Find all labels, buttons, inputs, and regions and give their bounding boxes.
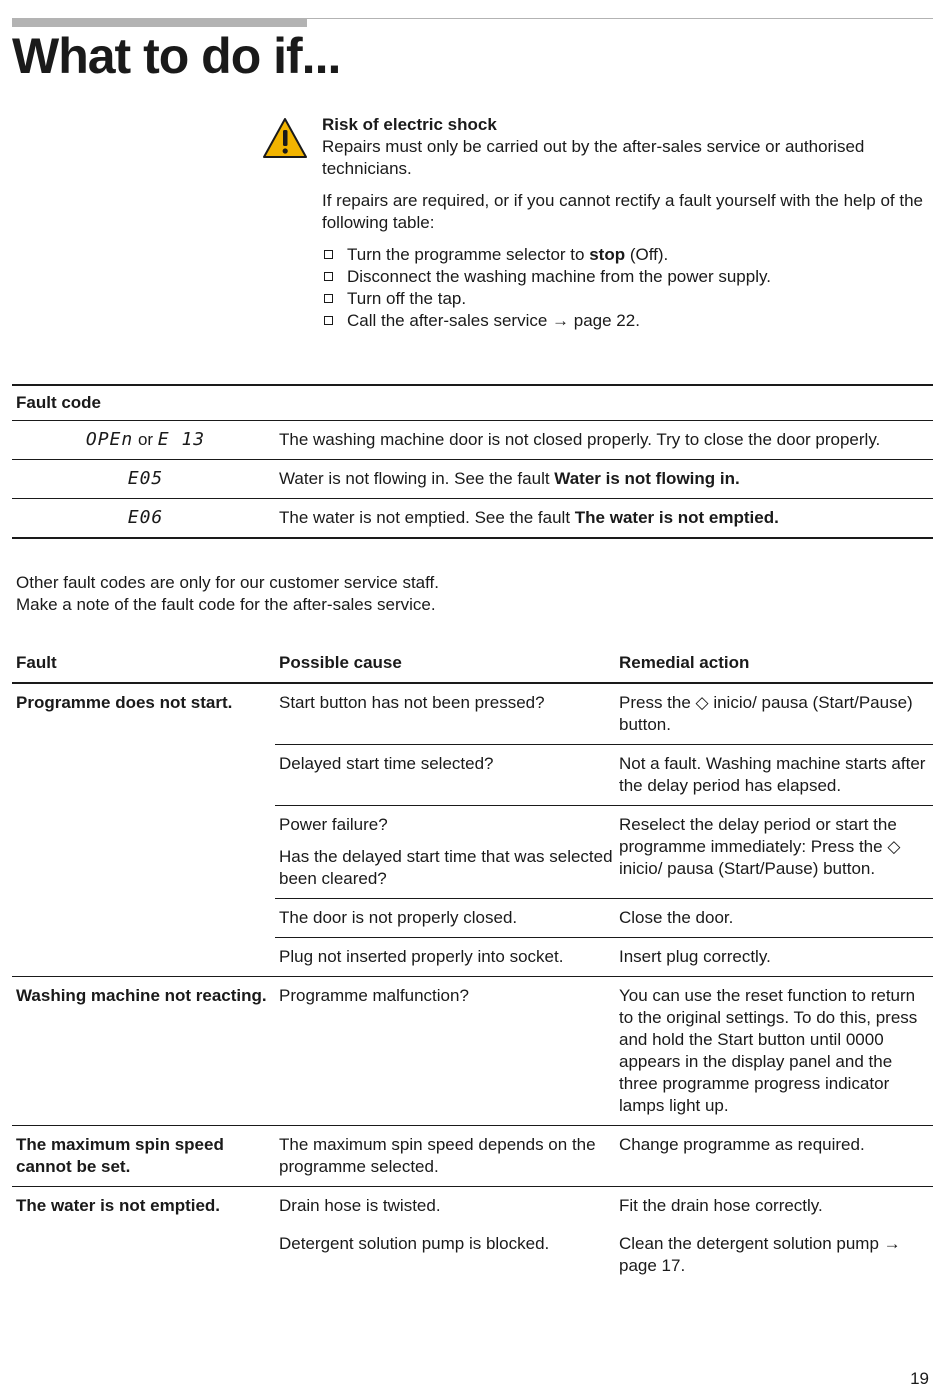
warning-text: Repairs must only be carried out by the after-sales service or authorised technicians.: [322, 137, 865, 178]
fault-action: Press the ◇ inicio/ pausa (Start/Pause) button.: [619, 693, 913, 734]
cause-text: Start button has not been pressed?: [279, 693, 545, 712]
fault-code-alt: E 13: [157, 429, 206, 450]
cause-text: The maximum spin speed depends on the programme selected.: [279, 1135, 596, 1176]
fault-cause: [275, 745, 615, 806]
fault-name: [12, 899, 275, 938]
warning-steps: [322, 244, 932, 332]
step-text-post: (Off).: [625, 245, 669, 264]
cause-text: Plug not inserted properly into socket.: [279, 947, 564, 966]
fault-action: Clean the detergent solution pump → page 17.: [619, 1234, 901, 1275]
desc-text: The washing machine door is not closed properly. Try to close the door properly.: [279, 430, 881, 449]
cause-text: Detergent solution pump is blocked.: [279, 1234, 550, 1253]
fault-row: [12, 938, 933, 977]
fault-code-header: Fault code: [12, 385, 933, 421]
fault-name: [12, 745, 275, 806]
fault-table: [12, 650, 933, 1285]
fault-name: Programme does not start.: [16, 693, 233, 712]
fault-row: [12, 1225, 933, 1285]
fault-table-header: [12, 650, 933, 683]
warning-step: [322, 244, 932, 266]
fault-code-table: [12, 384, 933, 539]
fault-action: Not a fault. Washing machine starts after the delay period has elapsed.: [615, 745, 933, 806]
fault-code-cell: [12, 499, 275, 539]
desc-bold: The water is not emptied.: [574, 508, 779, 527]
cause-text: The door is not properly closed.: [279, 908, 518, 927]
cause-text: Power failure?: [279, 815, 388, 834]
fault-action: Insert plug correctly.: [615, 938, 933, 977]
fault-name: The maximum spin speed cannot be set.: [12, 1126, 275, 1187]
fault-name: Washing machine not reacting.: [12, 977, 275, 1126]
fault-name: [12, 806, 275, 899]
fault-name: [12, 1225, 275, 1285]
fault-code: E05: [127, 468, 164, 489]
fault-code-row: [12, 421, 933, 460]
fault-row: [12, 1126, 933, 1187]
step-bold: stop: [589, 245, 626, 264]
col-header-action: Remedial action: [615, 650, 933, 683]
fault-row: [12, 806, 933, 899]
page-title: What to do if...: [12, 28, 341, 84]
col-header-fault: Fault: [12, 650, 275, 683]
col-header-cause: Possible cause: [275, 650, 615, 683]
fault-code: OPEn: [85, 429, 134, 450]
fault-action: Close the door.: [615, 899, 933, 938]
fault-row: [12, 1187, 933, 1226]
fault-row: [12, 899, 933, 938]
fault-code-desc: [275, 460, 933, 499]
fault-cause: [275, 1187, 615, 1226]
fault-code-cell: [12, 421, 275, 460]
page-number: 19: [910, 1369, 929, 1388]
fault-row: [12, 683, 933, 745]
note-line: Other fault codes are only for our customer service staff.: [16, 573, 439, 592]
fault-action: Fit the drain hose correctly.: [615, 1187, 933, 1226]
warning-intro: If repairs are required, or if you cannot rectify a fault yourself with the help of the following table:: [322, 191, 923, 232]
fault-cause: [275, 1126, 615, 1187]
warning-step: [322, 266, 932, 288]
checkbox-icon: [324, 294, 333, 303]
fault-code-row: [12, 499, 933, 539]
fault-action: Change programme as required.: [615, 1126, 933, 1187]
cause-text: Delayed start time selected?: [279, 754, 494, 773]
note-line: Make a note of the fault code for the after-sales service.: [16, 595, 436, 614]
step-text: Call the after-sales service → page 22.: [347, 311, 640, 330]
warning-step: [322, 310, 932, 332]
checkbox-icon: [324, 272, 333, 281]
warning-icon: [262, 116, 308, 160]
fault-row: [12, 745, 933, 806]
checkbox-icon: [324, 316, 333, 325]
fault-name: [12, 938, 275, 977]
fault-cause: [275, 938, 615, 977]
step-text: Turn off the tap.: [347, 289, 467, 308]
fault-name: The water is not emptied.: [12, 1187, 275, 1226]
warning-heading: Risk of electric shock: [322, 115, 497, 134]
fault-code-joiner: or: [133, 430, 158, 449]
fault-code-desc: [275, 421, 933, 460]
fault-code-note: [16, 572, 916, 616]
warning-block: [322, 114, 932, 332]
warning-step: [322, 288, 932, 310]
fault-cause: [275, 977, 615, 1126]
fault-row: [12, 977, 933, 1126]
fault-action: You can use the reset function to return to the original settings. To do this, press and hold the Start button until 0000 appears in the display panel and the three programme progress indicator lamps light up.: [615, 977, 933, 1126]
step-text: Turn the programme selector to: [347, 245, 590, 264]
checkbox-icon: [324, 250, 333, 259]
fault-cause: [275, 683, 615, 745]
fault-code-desc: [275, 499, 933, 539]
desc-text: The water is not emptied. See the fault: [279, 508, 575, 527]
desc-text: Water is not flowing in. See the fault: [279, 469, 555, 488]
header-bar-accent: [12, 18, 307, 27]
fault-cause: [275, 1225, 615, 1285]
fault-code-cell: [12, 460, 275, 499]
cause-text: Drain hose is twisted.: [279, 1196, 441, 1215]
cause-text: Has the delayed start time that was selected been cleared?: [279, 847, 613, 888]
step-text: Disconnect the washing machine from the power supply.: [347, 267, 771, 286]
cause-text: Programme malfunction?: [279, 986, 469, 1005]
fault-cause: [275, 899, 615, 938]
fault-code-row: [12, 460, 933, 499]
fault-code: E06: [127, 507, 164, 528]
desc-bold: Water is not flowing in.: [554, 469, 740, 488]
fault-action: Reselect the delay period or start the programme immediately: Press the ◇ inicio/ pausa (Start/Pause) button.: [615, 806, 933, 899]
fault-cause: [275, 806, 615, 899]
header-rule: [307, 18, 933, 19]
